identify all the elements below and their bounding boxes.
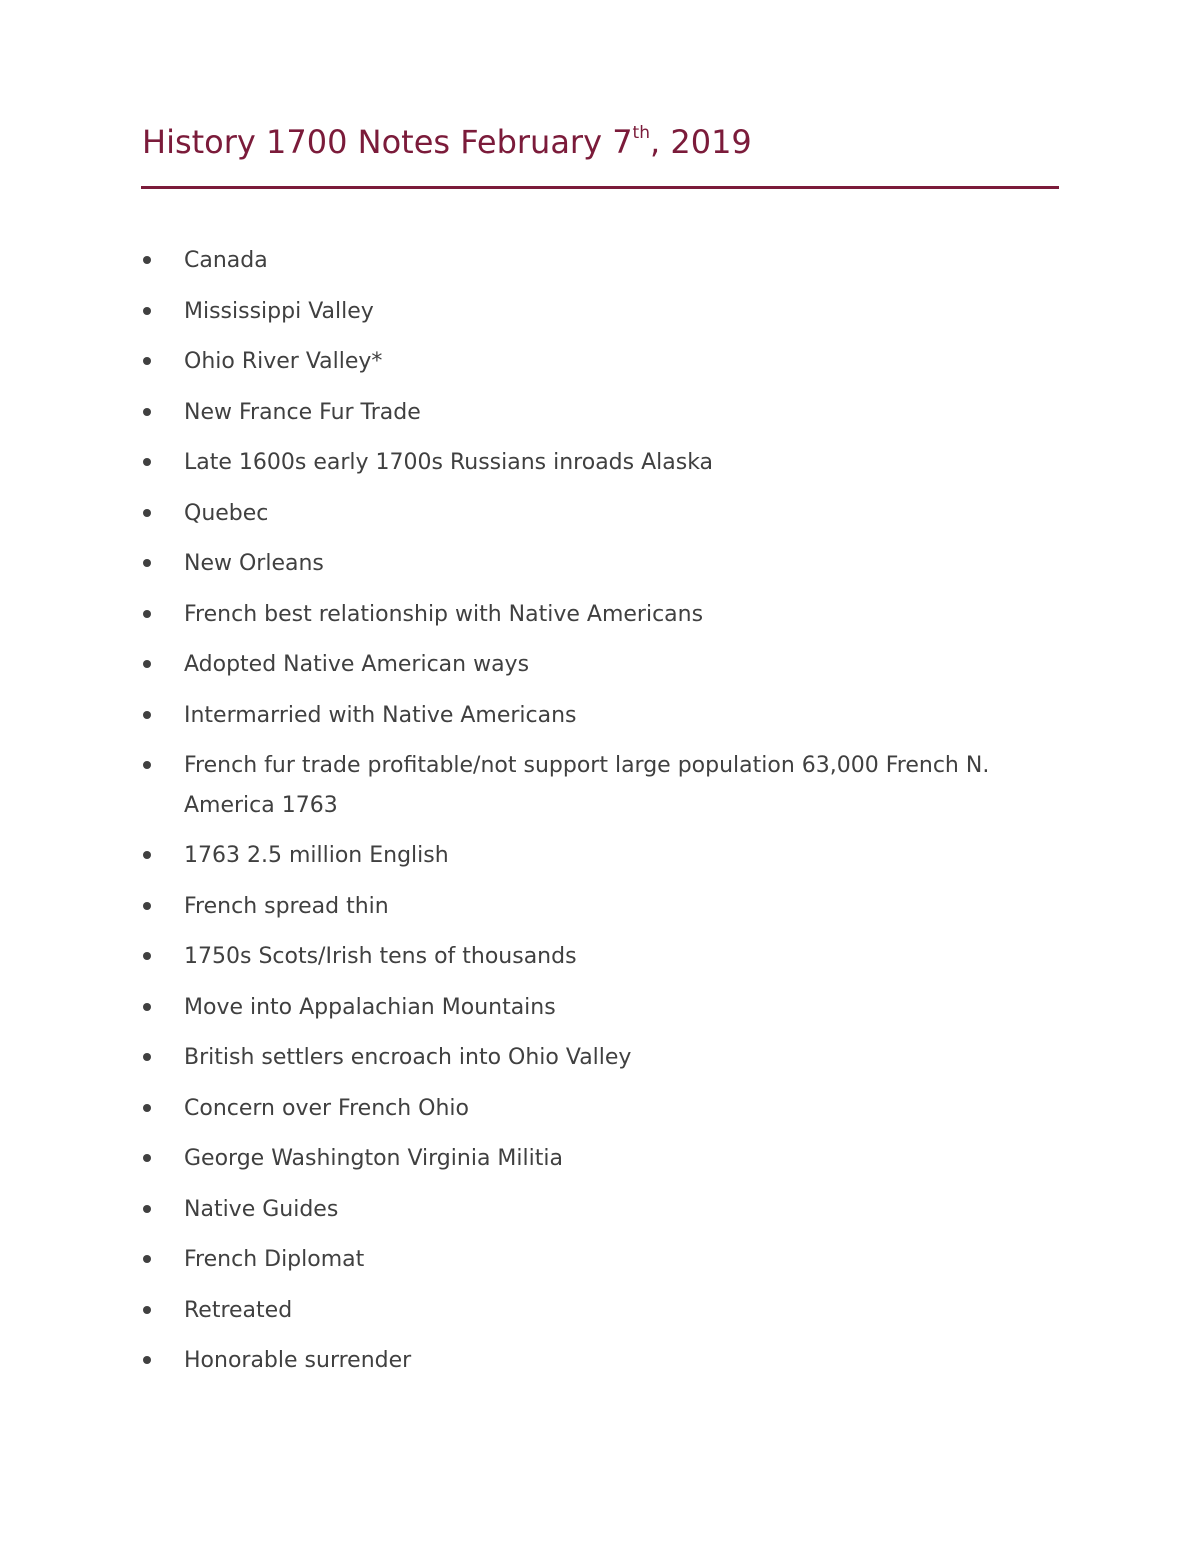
bullet-icon bbox=[143, 952, 151, 960]
bullet-icon bbox=[143, 458, 151, 466]
list-item-text: Canada bbox=[184, 248, 268, 273]
list-item-text: 1763 2.5 million English bbox=[184, 843, 449, 868]
bullet-icon bbox=[143, 902, 151, 910]
title-divider bbox=[141, 186, 1059, 189]
list-item bbox=[0, 746, 1200, 825]
list-item bbox=[0, 645, 1200, 685]
bullet-icon bbox=[143, 408, 151, 416]
list-item-text: British settlers encroach into Ohio Valley bbox=[184, 1045, 632, 1070]
bullet-icon bbox=[143, 660, 151, 668]
list-item bbox=[0, 1038, 1200, 1078]
list-item bbox=[0, 836, 1200, 876]
list-item bbox=[0, 696, 1200, 736]
bullet-icon bbox=[143, 559, 151, 567]
list-item-text: Retreated bbox=[184, 1297, 293, 1323]
list-item-text: Concern over French Ohio bbox=[184, 1095, 470, 1121]
list-item-text: New Orleans bbox=[184, 551, 324, 576]
bullet-icon bbox=[143, 1205, 151, 1213]
list-item-text: French fur trade profitable/not support large population 63,000 French N. America 1763 bbox=[184, 753, 990, 818]
list-item bbox=[0, 1089, 1200, 1129]
list-item bbox=[0, 937, 1200, 977]
list-item bbox=[0, 342, 1200, 382]
list-item bbox=[0, 988, 1200, 1028]
title-superscript: th bbox=[632, 123, 650, 144]
page-title bbox=[142, 118, 752, 166]
bullet-icon bbox=[143, 256, 151, 264]
list-item bbox=[0, 1190, 1200, 1230]
bullet-icon bbox=[143, 1255, 151, 1263]
bullet-icon bbox=[143, 1154, 151, 1162]
list-item-text: Honorable surrender bbox=[184, 1348, 412, 1373]
bullet-icon bbox=[143, 357, 151, 365]
list-item-text: French best relationship with Native Americans bbox=[184, 601, 704, 627]
bullet-icon bbox=[143, 307, 151, 315]
bullet-icon bbox=[143, 761, 151, 769]
list-item-text: Mississippi Valley bbox=[184, 298, 374, 324]
list-item bbox=[0, 544, 1200, 584]
list-item-text: George Washington Virginia Militia bbox=[184, 1146, 563, 1171]
list-item bbox=[0, 1240, 1200, 1280]
bullet-icon bbox=[143, 851, 151, 859]
title-main: History 1700 Notes February 7 bbox=[142, 123, 633, 161]
list-item-text: French spread thin bbox=[184, 893, 389, 919]
list-item-text: Late 1600s early 1700s Russians inroads Alaska bbox=[184, 450, 714, 475]
list-item-text: Adopted Native American ways bbox=[184, 652, 530, 677]
list-item bbox=[0, 887, 1200, 927]
bullet-icon bbox=[143, 711, 151, 719]
list-item bbox=[0, 595, 1200, 635]
list-item-text: 1750s Scots/Irish tens of thousands bbox=[184, 944, 577, 969]
bullet-icon bbox=[143, 1053, 151, 1061]
list-item bbox=[0, 1341, 1200, 1381]
list-item-text: French Diplomat bbox=[184, 1247, 365, 1272]
bullet-icon bbox=[143, 1104, 151, 1112]
list-item-text: Quebec bbox=[184, 500, 269, 526]
list-item-text: Intermarried with Native Americans bbox=[184, 702, 577, 728]
bullet-icon bbox=[143, 1356, 151, 1364]
bullet-icon bbox=[143, 610, 151, 618]
bullet-icon bbox=[143, 1306, 151, 1314]
list-item bbox=[0, 292, 1200, 332]
list-item bbox=[0, 1291, 1200, 1331]
list-item-text: Ohio River Valley* bbox=[184, 349, 383, 374]
notes-list bbox=[0, 241, 1200, 1392]
list-item bbox=[0, 494, 1200, 534]
list-item bbox=[0, 393, 1200, 433]
list-item-text: Move into Appalachian Mountains bbox=[184, 994, 556, 1020]
bullet-icon bbox=[143, 509, 151, 517]
list-item bbox=[0, 1139, 1200, 1179]
list-item bbox=[0, 241, 1200, 281]
bullet-icon bbox=[143, 1003, 151, 1011]
title-year: , 2019 bbox=[650, 123, 752, 161]
list-item-text: New France Fur Trade bbox=[184, 399, 421, 425]
list-item-text: Native Guides bbox=[184, 1196, 339, 1222]
list-item bbox=[0, 443, 1200, 483]
